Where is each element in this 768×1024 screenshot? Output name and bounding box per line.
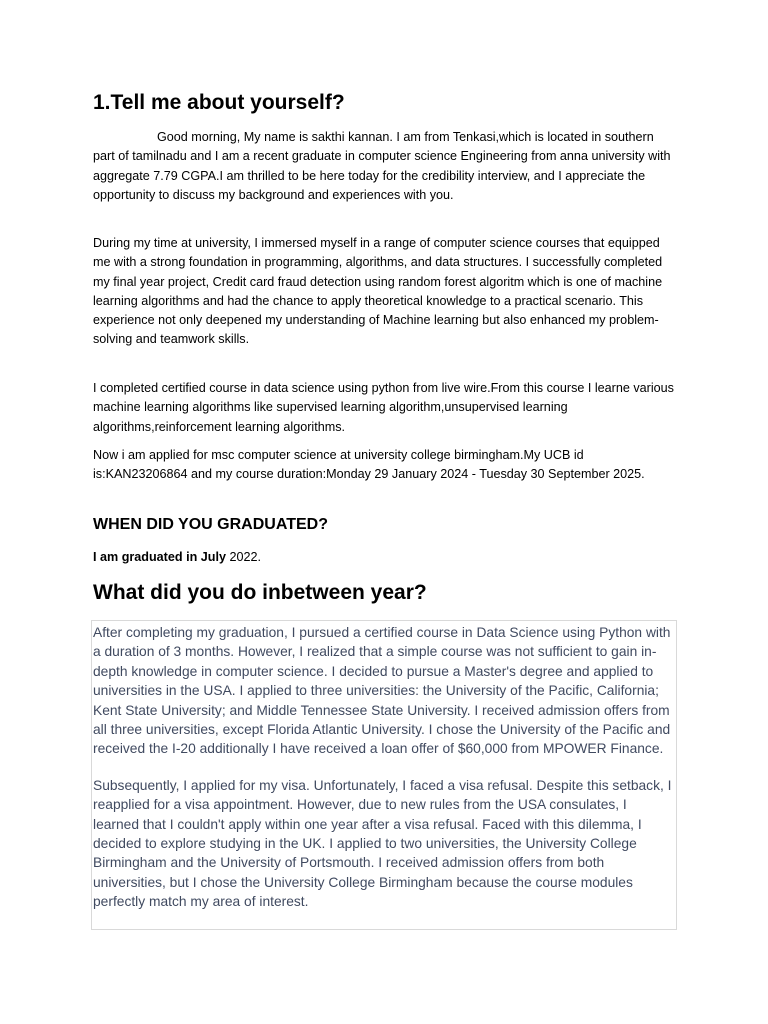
- application-paragraph: Now i am applied for msc computer science at university college birmingham.My UCB id is:KAN23206864 and my course duration:Monday 29 January 2024 - Tuesday 30 September 2025.: [93, 448, 645, 482]
- question-3-heading: What did you do inbetween year?: [93, 581, 427, 604]
- gap-year-paragraph-1: After completing my graduation, I pursued a certified course in Data Science using Python with a duration of 3 months. However, I realized that a simple course was not sufficient to gain in-depth knowledge in computer science. I decided to pursue a Master's degree and applied to universities in the USA. I applied to three universities: the University of the Pacific, California; Kent State University; and Middle Tennessee State University. I received admission offers from all three universities, except Florida Atlantic University. I chose the University of the Pacific and received the I-20 additionally I have received a loan offer of $60,000 from MPOWER Finance.: [93, 625, 671, 757]
- graduation-answer-year: 2022.: [225, 550, 261, 564]
- course-paragraph: I completed certified course in data science using python from live wire.From this course I learne various machine learning algorithms like supervised learning algorithm,unsupervised learning algorithms,reinforcement learning algorithms.: [93, 381, 674, 434]
- university-paragraph: During my time at university, I immersed myself in a range of computer science courses that equipped me with a strong foundation in programming, algorithms, and data structures. I successfully completed my final year project, Credit card fraud detection using random forest algoritm which is one of machine learning algorithms and had the chance to apply theoretical knowledge to a practical scenario. This experience not only deepened my understanding of Machine learning but also enhanced my problem-solving and teamwork skills.: [93, 236, 663, 347]
- question-1-heading: 1.Tell me about yourself?: [93, 91, 345, 114]
- graduation-answer: [93, 548, 261, 567]
- intro-paragraph: Good morning, My name is sakthi kannan. I am from Tenkasi,which is located in southern part of tamilnadu and I am a recent graduate in computer science Engineering from anna university with aggregate 7.79 CGPA.I am thrilled to be here today for the credibility interview, and I appreciate the opportunity to discuss my background and experiences with you.: [93, 130, 671, 202]
- gap-year-answer-box: [91, 620, 677, 930]
- gap-year-paragraph-2: Subsequently, I applied for my visa. Unfortunately, I faced a visa refusal. Despite this setback, I reapplied for a visa appointment. However, due to new rules from the USA consulates, I learned that I couldn't apply within one year after a visa refusal. Faced with this dilemma, I decided to explore studying in the UK. I applied to two universities, the University College Birmingham and the University of Portsmouth. I received admission offers from both universities, but I chose the University College Birmingham because the course modules perfectly match my area of interest.: [93, 777, 672, 910]
- graduation-answer-bold: I am graduated in July: [93, 550, 226, 564]
- question-2-heading: WHEN DID YOU GRADUATED?: [93, 516, 328, 533]
